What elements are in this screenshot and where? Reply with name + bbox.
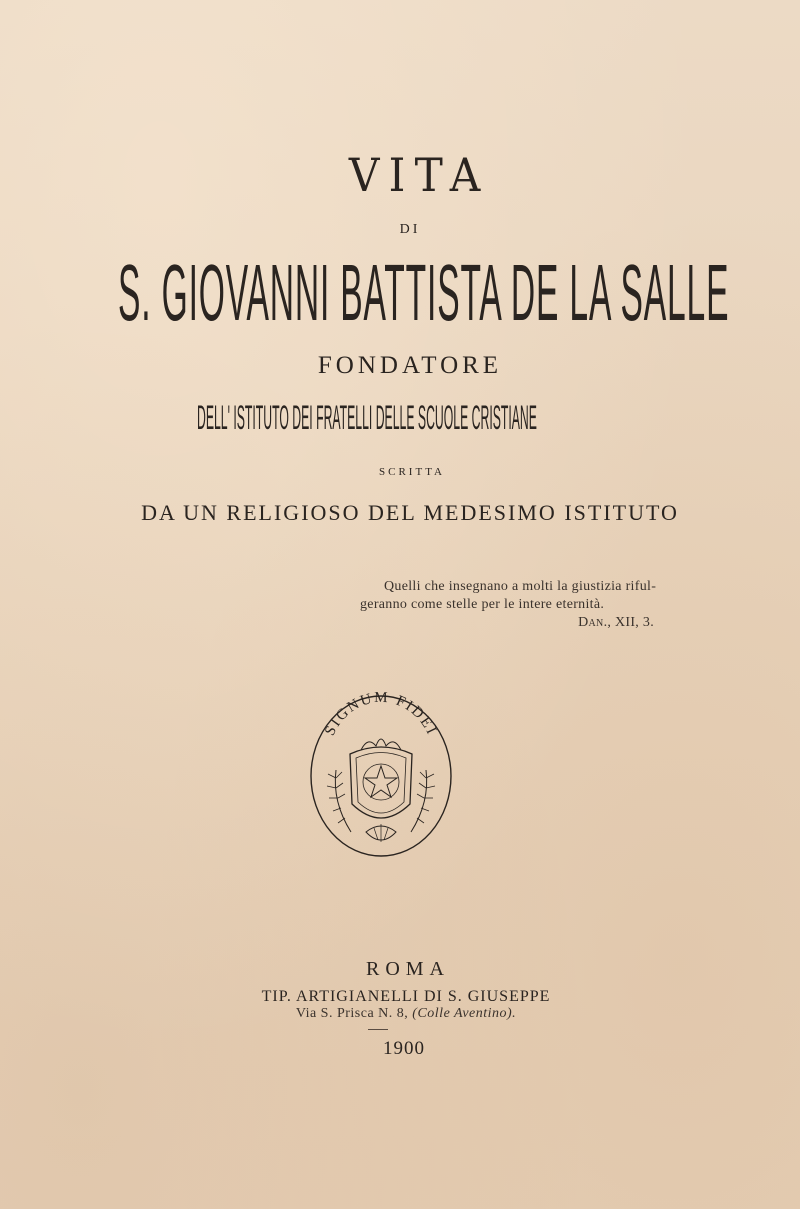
- imprint-city: ROMA: [365, 958, 450, 980]
- imprint-address-note: (Colle Aventino).: [412, 1006, 517, 1021]
- imprint-street: Via S. Prisca N. 8,: [295, 1006, 409, 1021]
- saint-name-heading: S. GIOVANNI BATTISTA DE LA SALLE: [118, 248, 730, 337]
- institute-heading: DELL' ISTITUTO DEI FRATELLI DELLE SCUOLE CRISTIANE: [197, 399, 537, 437]
- title-di: DI: [399, 222, 421, 237]
- divider-rule: [368, 1029, 388, 1030]
- svg-text:SIGNUM FIDEI: SIGNUM FIDEI: [322, 692, 440, 739]
- epigraph-line-1: Quelli che insegnano a molti la giustizia riful-: [384, 579, 657, 594]
- author-line: DA UN RELIGIOSO DEL MEDESIMO ISTITUTO: [141, 500, 679, 525]
- signum-fidei-seal-icon: [306, 692, 456, 860]
- epigraph-line-2: geranno come stelle per le intere eternità.: [360, 597, 605, 612]
- title-scritta: SCRITTA: [379, 466, 445, 478]
- imprint-address: [0, 1006, 800, 1022]
- imprint-printer: TIP. ARTIGIANELLI DI S. GIUSEPPE: [261, 988, 551, 1005]
- title-vita: VITA: [348, 148, 490, 202]
- epigraph-reference: Dan., XII, 3.: [578, 615, 654, 630]
- title-fondatore: FONDATORE: [317, 352, 503, 379]
- imprint-year: 1900: [383, 1038, 425, 1059]
- epigraph: [360, 578, 660, 632]
